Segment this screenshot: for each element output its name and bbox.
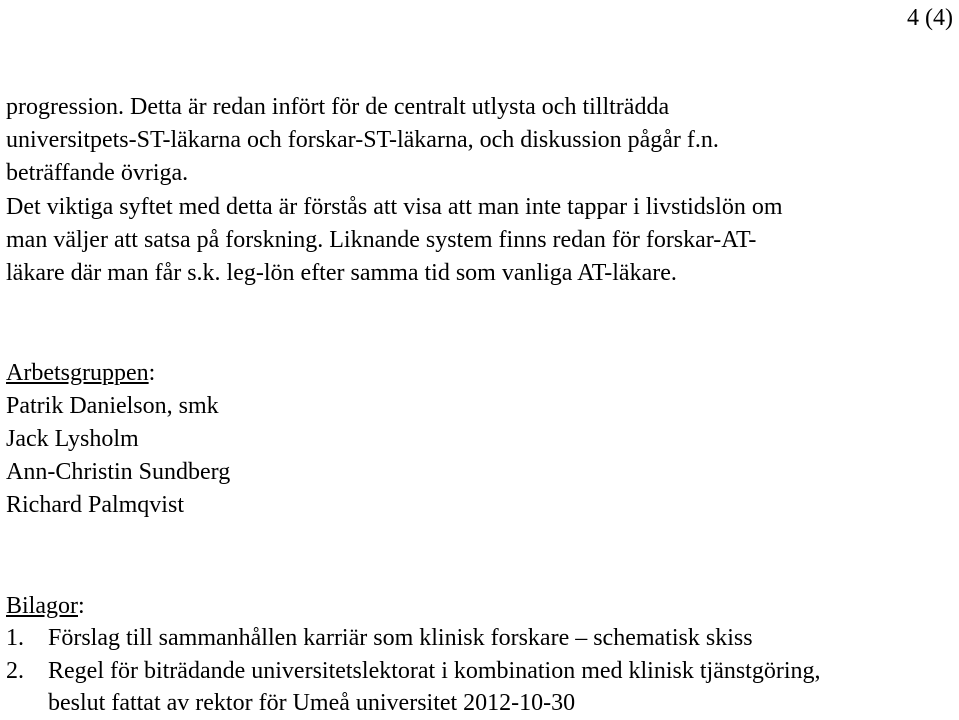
paragraph-line: läkare där man får s.k. leg-lön efter samma tid som vanliga AT-läkare. — [6, 260, 677, 286]
paragraph-line: progression. Detta är redan infört för de centralt utlysta och tillträdda — [6, 94, 670, 120]
working-group-heading-text: Arbetsgruppen — [6, 360, 149, 386]
page-number: 4 (4) — [907, 5, 953, 31]
paragraph-line: beträffande övriga. — [6, 160, 189, 186]
attachment-item — [6, 655, 821, 688]
member: Patrik Danielson, smk — [6, 393, 219, 419]
member: Ann-Christin Sundberg — [6, 459, 231, 485]
attachment-text: Regel för biträdande universitetslektorat i kombination med klinisk tjänstgöring, — [48, 658, 821, 684]
attachment-continuation: beslut fattat av rektor för Umeå universitet 2012-10-30 — [48, 690, 576, 716]
attachment-item — [6, 622, 753, 655]
paragraph-line: Det viktiga syftet med detta är förstås att visa att man inte tappar i livstidslön om — [6, 194, 783, 220]
attachments-heading: Bilagor: — [6, 593, 85, 619]
attachment-number: 1. — [6, 625, 24, 651]
paragraph-line: universitpets-ST-läkarna och forskar-ST-läkarna, och diskussion pågår f.n. — [6, 127, 719, 153]
attachment-number: 2. — [6, 658, 24, 684]
paragraph-line: man väljer att satsa på forskning. Liknande system finns redan för forskar-AT- — [6, 227, 757, 253]
working-group-heading: Arbetsgruppen: — [6, 360, 156, 386]
member: Richard Palmqvist — [6, 492, 184, 518]
member: Jack Lysholm — [6, 426, 139, 452]
attachments-heading-text: Bilagor — [6, 593, 78, 619]
attachment-text: Förslag till sammanhållen karriär som klinisk forskare – schematisk skiss — [48, 625, 753, 651]
